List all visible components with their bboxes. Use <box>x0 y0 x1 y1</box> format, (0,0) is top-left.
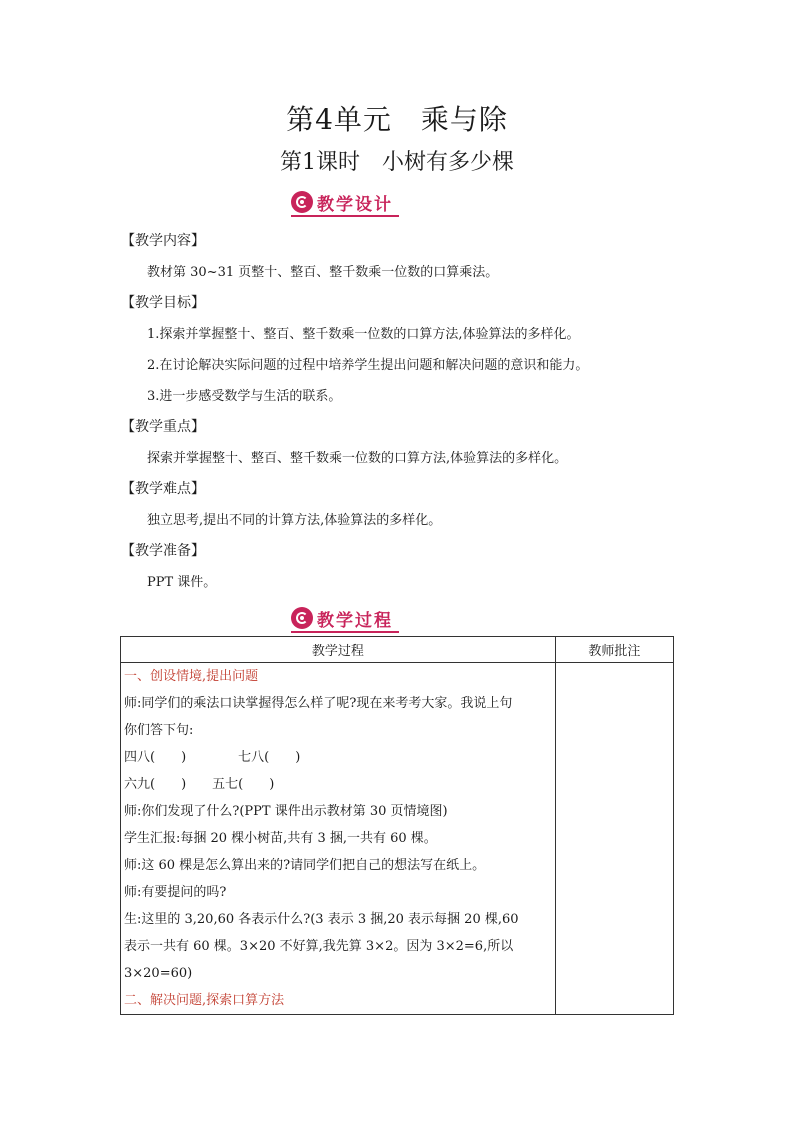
table-line: 师:同学们的乘法口诀掌握得怎么样了呢?现在来考考大家。我说上句 <box>124 696 513 711</box>
table-line: 师:这 60 棵是怎么算出来的?请同学们把自己的想法写在纸上。 <box>124 858 486 873</box>
swirl-icon <box>291 607 313 629</box>
section-head-content: 【教学内容】 <box>121 233 205 249</box>
section-head-goals: 【教学目标】 <box>121 295 205 311</box>
section-text-preparation: PPT 课件。 <box>147 575 217 590</box>
table-line: 你们答下句: <box>124 723 194 738</box>
teaching-process-table <box>120 636 674 1015</box>
table-header-process: 教学过程 <box>121 637 556 663</box>
section-head-difficulties: 【教学难点】 <box>121 481 205 497</box>
table-line: 四八( ) 七八( ) <box>124 750 301 765</box>
unit-title: 第4单元 乘与除 <box>286 103 508 136</box>
table-line: 3×20=60) <box>124 966 193 981</box>
banner-design-text: 教学设计 <box>317 194 393 215</box>
goal-item-1: 1.探索并掌握整十、整百、整千数乘一位数的口算方法,体验算法的多样化。 <box>147 327 580 342</box>
banner-teaching-process <box>291 605 393 631</box>
section-head-key-points: 【教学重点】 <box>121 419 205 435</box>
process-cell <box>121 663 556 1015</box>
section-text-content: 教材第 30~31 页整十、整百、整千数乘一位数的口算乘法。 <box>147 265 499 280</box>
table-line: 师:有要提问的吗? <box>124 885 227 900</box>
section-text-difficulties: 独立思考,提出不同的计算方法,体验算法的多样化。 <box>147 513 442 528</box>
table-line: 表示一共有 60 棵。3×20 不好算,我先算 3×2。因为 3×2=6,所以 <box>124 939 514 954</box>
table-line-heading: 二、解决问题,探索口算方法 <box>124 993 285 1008</box>
teacher-notes-cell <box>555 663 673 1015</box>
section-head-preparation: 【教学准备】 <box>121 543 205 559</box>
banner-process-text: 教学过程 <box>317 610 393 631</box>
lesson-title: 第1课时 小树有多少棵 <box>280 150 514 175</box>
table-header-notes: 教师批注 <box>555 637 673 663</box>
table-line: 生:这里的 3,20,60 各表示什么?(3 表示 3 捆,20 表示每捆 20 棵,60 <box>124 912 519 927</box>
table-line-heading: 一、创设情境,提出问题 <box>124 669 259 684</box>
goal-item-2: 2.在讨论解决实际问题的过程中培养学生提出问题和解决问题的意识和能力。 <box>147 358 589 373</box>
table-line: 六九( ) 五七( ) <box>124 777 275 792</box>
swirl-icon <box>291 191 313 213</box>
banner-teaching-design <box>291 189 393 215</box>
goal-item-3: 3.进一步感受数学与生活的联系。 <box>147 389 342 404</box>
table-line: 师:你们发现了什么?(PPT 课件出示教材第 30 页情境图) <box>124 804 448 819</box>
table-line: 学生汇报:每捆 20 棵小树苗,共有 3 捆,一共有 60 棵。 <box>124 831 437 846</box>
section-text-key-points: 探索并掌握整十、整百、整千数乘一位数的口算方法,体验算法的多样化。 <box>147 451 568 466</box>
